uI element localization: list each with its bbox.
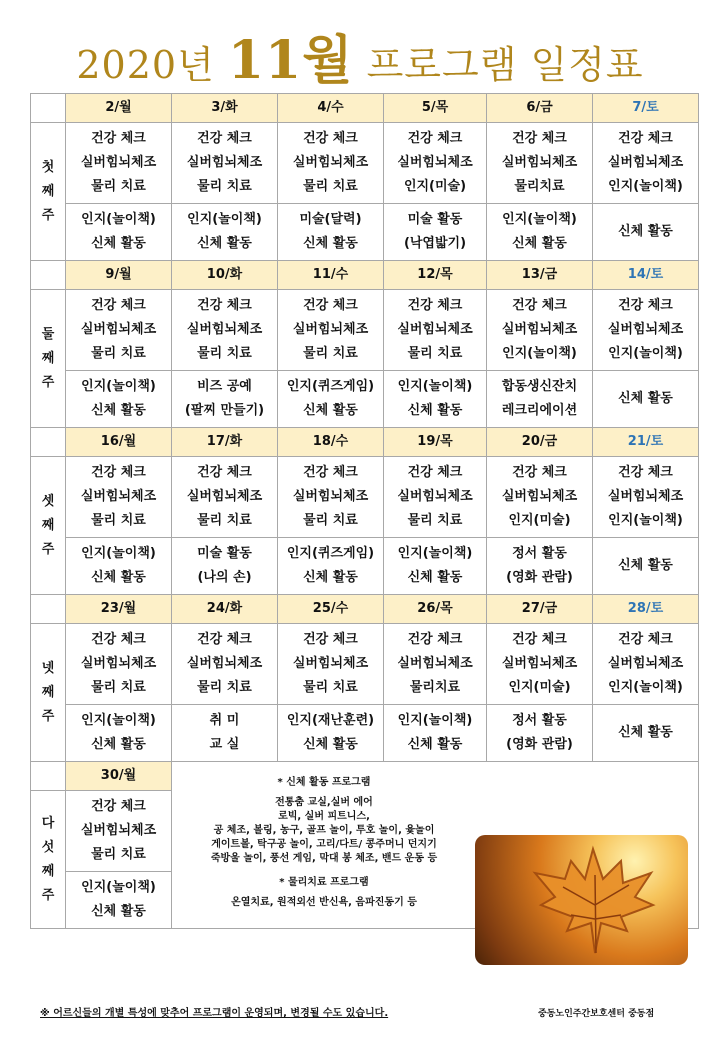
- therapy-line: 온열치료, 원적외선 반신욕, 음파진동기 등: [231, 897, 417, 908]
- program-cell: [384, 457, 487, 538]
- date-header: 20/금: [487, 428, 593, 457]
- program-item: 건강 체크: [91, 465, 146, 480]
- program-item: 건강 체크: [91, 799, 146, 814]
- program-cell: [66, 791, 172, 872]
- week-label-char: 셋: [41, 493, 55, 509]
- program-item: 실버힘뇌체조: [80, 656, 157, 671]
- activity-item: 인지(퀴즈게임): [286, 546, 375, 561]
- week-label: [31, 791, 66, 929]
- activity-item: 정서 활동: [512, 713, 567, 728]
- program-item: 건강 체크: [91, 632, 146, 647]
- title-rest: 프로그램 일정표: [366, 43, 644, 87]
- activity-item: (낙엽밟기): [403, 236, 467, 251]
- week-label-char: 첫: [41, 159, 55, 175]
- program-item: 실버힘뇌체조: [501, 489, 578, 504]
- activity-row: [31, 204, 699, 261]
- notes-gap: [179, 866, 469, 876]
- program-cell: [172, 290, 278, 371]
- program-cell: [66, 123, 172, 204]
- program-row: [31, 123, 699, 204]
- date-header: 18/수: [278, 428, 384, 457]
- program-item: 실버힘뇌체조: [607, 155, 684, 170]
- activity-cell: [593, 705, 699, 762]
- date-header: 4/수: [278, 94, 384, 123]
- title-month: 11월: [227, 30, 354, 91]
- program-item: 실버힘뇌체조: [607, 656, 684, 671]
- date-header: 26/목: [384, 595, 487, 624]
- activity-item: 인지(놀이책): [397, 546, 473, 561]
- program-cell: [487, 457, 593, 538]
- header-row: [31, 261, 699, 290]
- week-label-char: 째: [41, 517, 55, 533]
- program-item: 물리 치료: [303, 346, 358, 361]
- activity-item: 신체 활동: [407, 570, 463, 585]
- program-item: 실버힘뇌체조: [501, 322, 578, 337]
- activity-row: [31, 705, 699, 762]
- week-label-char: 주: [41, 207, 55, 223]
- activity-cell: [278, 371, 384, 428]
- week-label-char: 넷: [41, 660, 55, 676]
- activity-item: 미술(달력): [299, 212, 362, 227]
- program-item: 실버힘뇌체조: [80, 489, 157, 504]
- activity-item: 인지(놀이책): [81, 713, 156, 728]
- program-cell: [593, 624, 699, 705]
- physical-line: 로빅, 실버 피트니스,: [278, 811, 370, 822]
- activity-cell: [172, 204, 278, 261]
- program-item: 실버힘뇌체조: [80, 322, 157, 337]
- date-header: 17/화: [172, 428, 278, 457]
- activity-cell: [487, 538, 593, 595]
- activity-item: 신체 활동: [91, 236, 146, 251]
- program-row: [31, 624, 699, 705]
- notes-text: [179, 776, 469, 910]
- activity-cell: [66, 872, 172, 929]
- program-cell: [593, 290, 699, 371]
- program-cell: [487, 624, 593, 705]
- activity-item: 신체 활동: [407, 737, 463, 752]
- program-item: 물리 치료: [91, 346, 146, 361]
- activity-item: 신체 활동: [618, 391, 673, 406]
- program-item: 실버힘뇌체조: [292, 656, 369, 671]
- date-header: 6/금: [487, 94, 593, 123]
- activity-item: (영화 관람): [506, 570, 573, 585]
- activity-item: 인지(놀이책): [81, 212, 156, 227]
- program-item: 인지(놀이책): [502, 346, 577, 361]
- program-item: 실버힘뇌체조: [397, 155, 473, 170]
- program-item: 실버힘뇌체조: [607, 322, 684, 337]
- physical-heading: * 신체 활동 프로그램: [277, 777, 371, 788]
- program-cell: [278, 624, 384, 705]
- week-label-char: 째: [41, 863, 55, 879]
- program-cell: [66, 290, 172, 371]
- activity-item: 비즈 공예: [197, 379, 252, 394]
- activity-cell: [66, 705, 172, 762]
- program-cell: [66, 457, 172, 538]
- program-item: 인지(미술): [403, 179, 467, 194]
- program-item: 건강 체크: [512, 298, 567, 313]
- activity-cell: [384, 204, 487, 261]
- physical-line: 죽방울 놀이, 풍선 게임, 막대 봉 체조, 밴드 운동 등: [210, 853, 438, 864]
- date-header: 12/목: [384, 261, 487, 290]
- program-item: 물리 치료: [91, 179, 146, 194]
- program-cell: [278, 123, 384, 204]
- date-header: 3/화: [172, 94, 278, 123]
- week-label-char: 주: [41, 374, 55, 390]
- program-cell: [487, 290, 593, 371]
- activity-item: 신체 활동: [303, 236, 358, 251]
- date-header: 27/금: [487, 595, 593, 624]
- program-item: 물리 치료: [91, 847, 146, 862]
- program-item: 건강 체크: [91, 298, 146, 313]
- program-item: 인지(놀이책): [608, 513, 683, 528]
- program-cell: [384, 624, 487, 705]
- program-item: 인지(놀이책): [608, 179, 683, 194]
- program-item: 물리 치료: [407, 513, 463, 528]
- program-item: 실버힘뇌체조: [397, 656, 473, 671]
- program-item: 물리치료: [514, 179, 565, 194]
- activity-item: 신체 활동: [197, 236, 252, 251]
- program-item: 건강 체크: [512, 632, 567, 647]
- activity-item: 교 실: [209, 737, 240, 752]
- program-item: 건강 체크: [197, 131, 252, 146]
- activity-item: 신체 활동: [618, 725, 673, 740]
- week-label: [31, 123, 66, 261]
- date-header: 23/월: [66, 595, 172, 624]
- program-item: 물리 치료: [303, 179, 358, 194]
- program-item: 실버힘뇌체조: [292, 322, 369, 337]
- week-label: [31, 624, 66, 762]
- program-item: 실버힘뇌체조: [186, 489, 263, 504]
- activity-row: [31, 538, 699, 595]
- activity-item: 합동생신잔치: [501, 379, 578, 394]
- program-item: 건강 체크: [303, 465, 358, 480]
- activity-item: 신체 활동: [618, 558, 673, 573]
- activity-cell: [384, 371, 487, 428]
- program-item: 물리 치료: [197, 513, 252, 528]
- program-item: 실버힘뇌체조: [501, 656, 578, 671]
- activity-item: 인지(재난훈련): [286, 713, 375, 728]
- program-item: 건강 체크: [303, 632, 358, 647]
- program-cell: [384, 123, 487, 204]
- program-item: 물리 치료: [197, 346, 252, 361]
- program-item: 건강 체크: [91, 131, 146, 146]
- program-cell: [593, 123, 699, 204]
- week-label-spacer: [31, 428, 66, 457]
- activity-item: 인지(놀이책): [397, 713, 473, 728]
- program-cell: [66, 624, 172, 705]
- title-year: 2020년: [76, 43, 215, 87]
- header-row: [31, 595, 699, 624]
- week-label-spacer: [31, 762, 66, 791]
- activity-cell: [384, 705, 487, 762]
- program-item: 실버힘뇌체조: [397, 489, 473, 504]
- program-item: 건강 체크: [512, 131, 567, 146]
- date-header: 10/화: [172, 261, 278, 290]
- week-label-char: 주: [41, 708, 55, 724]
- week-label: [31, 290, 66, 428]
- week-label-spacer: [31, 261, 66, 290]
- program-cell: [487, 123, 593, 204]
- program-item: 실버힘뇌체조: [80, 155, 157, 170]
- program-cell: [593, 457, 699, 538]
- week-label-char: 주: [41, 887, 55, 903]
- date-header: 7/토: [593, 94, 699, 123]
- program-item: 물리 치료: [91, 513, 146, 528]
- program-cell: [172, 457, 278, 538]
- activity-item: 미술 활동: [407, 212, 463, 227]
- program-item: 건강 체크: [197, 632, 252, 647]
- program-item: 건강 체크: [303, 131, 358, 146]
- date-header: 24/화: [172, 595, 278, 624]
- activity-cell: [172, 705, 278, 762]
- footnote: ※ 어르신들의 개별 특성에 맞추어 프로그램이 운영되며, 변경될 수도 있습니다.: [40, 1008, 389, 1019]
- activity-item: 인지(퀴즈게임): [286, 379, 375, 394]
- program-item: 인지(미술): [508, 513, 571, 528]
- therapy-heading: * 물리치료 프로그램: [279, 877, 369, 888]
- program-item: 건강 체크: [197, 298, 252, 313]
- program-row: [31, 457, 699, 538]
- date-header: 11/수: [278, 261, 384, 290]
- activity-cell: [487, 204, 593, 261]
- program-item: 건강 체크: [512, 465, 567, 480]
- activity-item: 신체 활동: [303, 737, 358, 752]
- week-label-char: 둘: [41, 326, 55, 342]
- program-cell: [172, 123, 278, 204]
- activity-cell: [593, 538, 699, 595]
- program-item: 건강 체크: [618, 298, 673, 313]
- program-item: 실버힘뇌체조: [80, 823, 157, 838]
- activity-item: 인지(놀이책): [81, 880, 156, 895]
- program-item: 물리 치료: [407, 346, 463, 361]
- activity-cell: [278, 204, 384, 261]
- date-header: 19/목: [384, 428, 487, 457]
- activity-item: 인지(놀이책): [81, 546, 156, 561]
- program-item: 건강 체크: [303, 298, 358, 313]
- program-cell: [278, 290, 384, 371]
- program-item: 건강 체크: [197, 465, 252, 480]
- activity-cell: [66, 538, 172, 595]
- center-name: 중동노인주간보호센터 중동점: [538, 1009, 655, 1019]
- physical-line: 게이트볼, 탁구공 놀이, 고리/다트/ 콩주머니 던지기: [211, 839, 437, 850]
- week-label: [31, 457, 66, 595]
- program-item: 인지(놀이책): [608, 680, 683, 695]
- program-item: 물리 치료: [303, 680, 358, 695]
- activity-item: 인지(놀이책): [397, 379, 473, 394]
- activity-item: 취 미: [209, 713, 240, 728]
- program-item: 건강 체크: [407, 131, 463, 146]
- activity-item: 신체 활동: [91, 904, 146, 919]
- header-row: [31, 94, 699, 123]
- week-label-char: 째: [41, 684, 55, 700]
- activity-item: (나의 손): [197, 570, 252, 585]
- activity-cell: [278, 538, 384, 595]
- week-label-char: 째: [41, 350, 55, 366]
- activity-cell: [278, 705, 384, 762]
- physical-line: 공 체조, 볼링, 농구, 골프 놀이, 투호 놀이, 윷놀이: [213, 825, 435, 836]
- activity-item: 신체 활동: [91, 570, 146, 585]
- program-item: 건강 체크: [407, 465, 463, 480]
- activity-item: 인지(놀이책): [502, 212, 577, 227]
- program-item: 실버힘뇌체조: [186, 656, 263, 671]
- schedule-table: [30, 93, 699, 929]
- activity-cell: [172, 538, 278, 595]
- page-title: [0, 18, 720, 93]
- date-header: 25/수: [278, 595, 384, 624]
- program-item: 실버힘뇌체조: [607, 489, 684, 504]
- date-header: 9/월: [66, 261, 172, 290]
- activity-cell: [593, 371, 699, 428]
- program-item: 인지(미술): [508, 680, 571, 695]
- activity-row: [31, 371, 699, 428]
- activity-item: 레크리에이션: [501, 403, 578, 418]
- program-item: 물리 치료: [197, 680, 252, 695]
- activity-cell: [487, 371, 593, 428]
- program-item: 물리 치료: [91, 680, 146, 695]
- program-cell: [384, 290, 487, 371]
- week-label-char: 섯: [41, 839, 55, 855]
- program-item: 실버힘뇌체조: [186, 155, 263, 170]
- activity-cell: [172, 371, 278, 428]
- program-item: 물리치료: [409, 680, 461, 695]
- activity-item: 신체 활동: [512, 236, 567, 251]
- activity-item: 신체 활동: [303, 403, 358, 418]
- date-header: 5/목: [384, 94, 487, 123]
- program-item: 실버힘뇌체조: [292, 155, 369, 170]
- week-label-spacer: [31, 94, 66, 123]
- date-header: 16/월: [66, 428, 172, 457]
- activity-cell: [66, 204, 172, 261]
- date-header: 13/금: [487, 261, 593, 290]
- program-item: 인지(놀이책): [608, 346, 683, 361]
- program-cell: [172, 624, 278, 705]
- week-label-spacer: [31, 595, 66, 624]
- program-item: 건강 체크: [618, 632, 673, 647]
- program-item: 실버힘뇌체조: [397, 322, 473, 337]
- activity-item: 신체 활동: [91, 737, 146, 752]
- program-item: 실버힘뇌체조: [186, 322, 263, 337]
- header-row: [31, 428, 699, 457]
- activity-cell: [487, 705, 593, 762]
- activity-item: 인지(놀이책): [187, 212, 262, 227]
- program-item: 실버힘뇌체조: [292, 489, 369, 504]
- date-header: 2/월: [66, 94, 172, 123]
- date-header: 28/토: [593, 595, 699, 624]
- date-header: 21/토: [593, 428, 699, 457]
- program-cell: [278, 457, 384, 538]
- date-header: 30/월: [66, 762, 172, 791]
- program-item: 건강 체크: [618, 131, 673, 146]
- program-item: 물리 치료: [303, 513, 358, 528]
- activity-item: 정서 활동: [512, 546, 567, 561]
- week-label-char: 째: [41, 183, 55, 199]
- physical-line: 전통춤 교실,실버 에어: [275, 797, 373, 808]
- activity-item: 신체 활동: [618, 224, 673, 239]
- activity-item: (영화 관람): [506, 737, 573, 752]
- program-item: 실버힘뇌체조: [501, 155, 578, 170]
- program-item: 물리 치료: [197, 179, 252, 194]
- week-label-char: 주: [41, 541, 55, 557]
- program-row: [31, 290, 699, 371]
- activity-item: 인지(놀이책): [81, 379, 156, 394]
- activity-item: 신체 활동: [303, 570, 358, 585]
- activity-item: (팔찌 만들기): [184, 403, 265, 418]
- activity-cell: [384, 538, 487, 595]
- activity-item: 신체 활동: [91, 403, 146, 418]
- program-item: 건강 체크: [407, 298, 463, 313]
- week-label-char: 다: [41, 815, 55, 831]
- activity-item: 신체 활동: [407, 403, 463, 418]
- activity-cell: [66, 371, 172, 428]
- activity-item: 미술 활동: [197, 546, 252, 561]
- program-item: 건강 체크: [618, 465, 673, 480]
- maple-leaf-image: [475, 835, 688, 965]
- activity-cell: [593, 204, 699, 261]
- header-row: [31, 762, 699, 791]
- date-header: 14/토: [593, 261, 699, 290]
- program-item: 건강 체크: [407, 632, 463, 647]
